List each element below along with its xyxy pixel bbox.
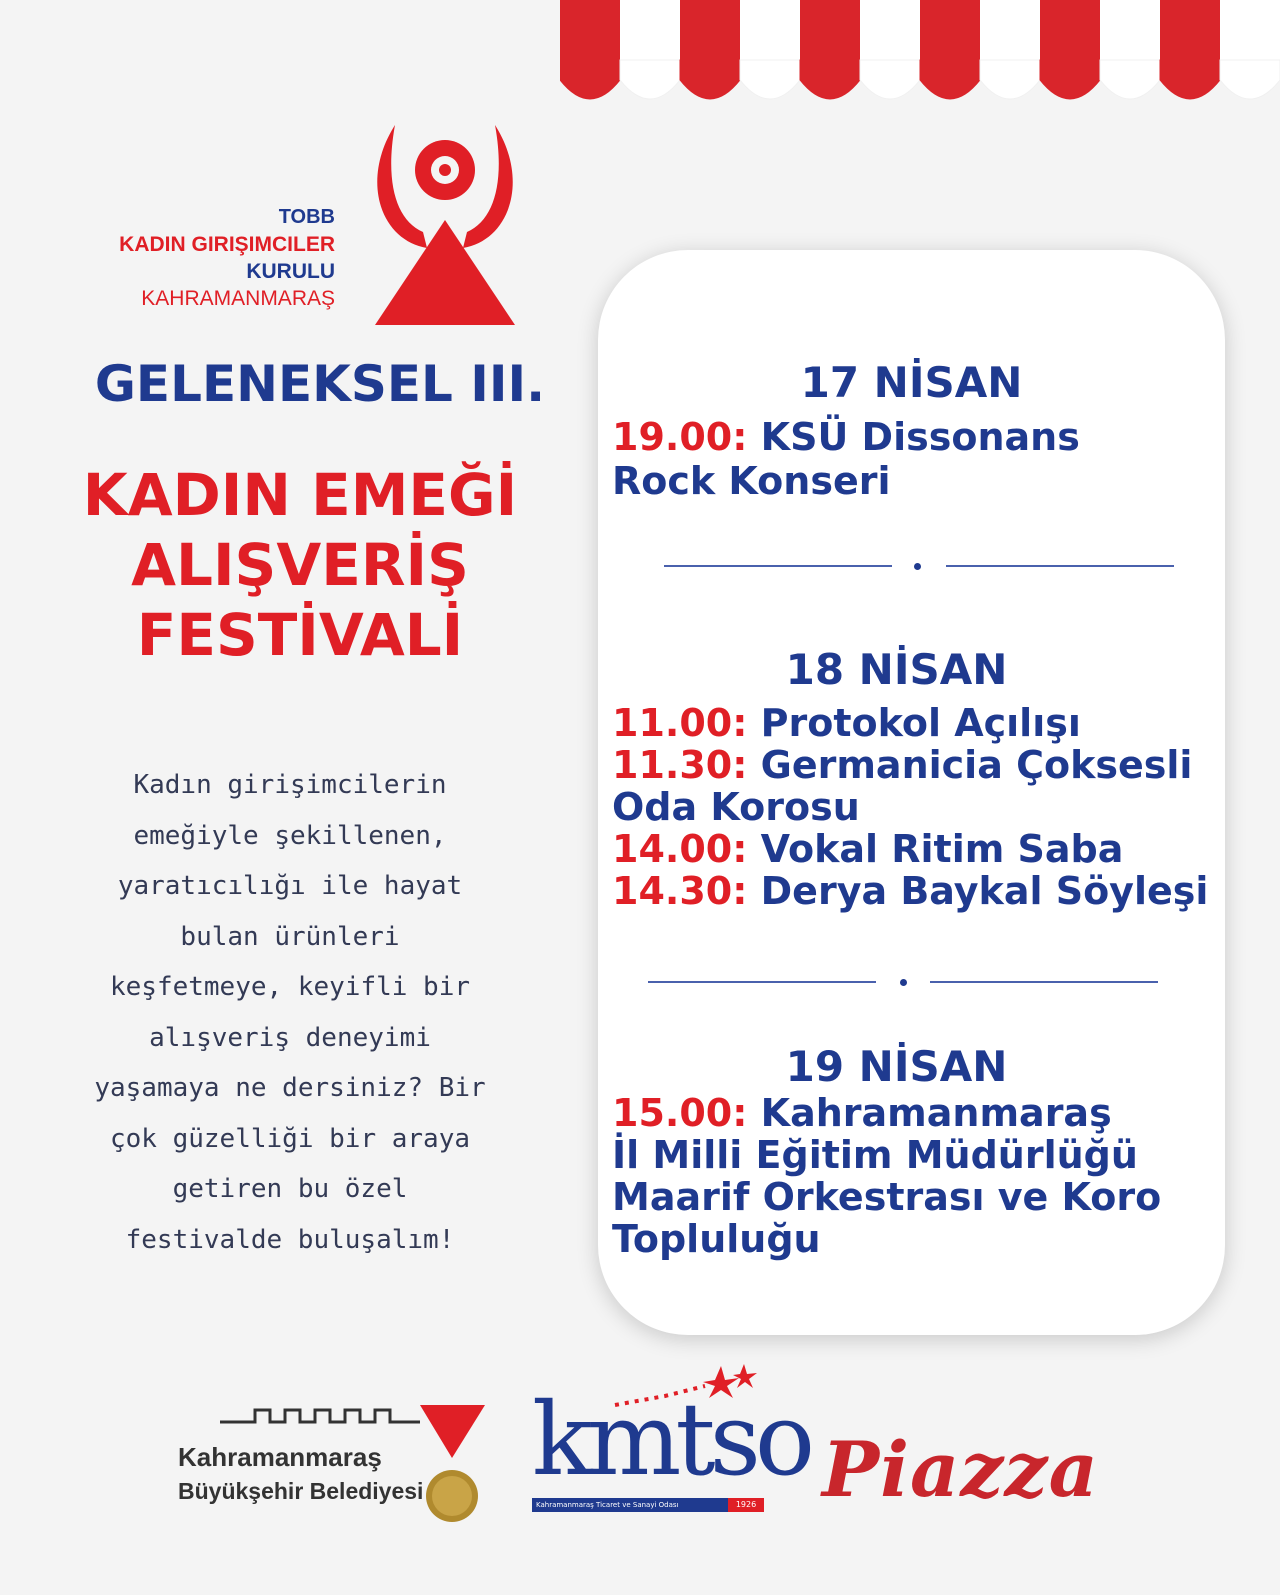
separator-dot [914, 563, 921, 570]
description-line: festivalde buluşalım! [125, 1224, 455, 1255]
awning-stripe [680, 0, 740, 62]
schedule-event [612, 828, 1222, 870]
separator-line [930, 981, 1158, 983]
logo-line-city: KAHRAMANMARAŞ [141, 287, 335, 310]
description-line: yaratıcılığı ile hayat [117, 871, 463, 901]
event-time: 11.30: [612, 743, 748, 787]
schedule-event [612, 744, 1222, 786]
kmtso-subtitle-text: Kahramanmaraş Ticaret ve Sanayi Odası [536, 1501, 679, 1509]
awning-scallop [920, 60, 980, 99]
event-description [20, 760, 560, 1265]
title-line: FESTİVALİ [136, 601, 464, 669]
event-time: 15.00: [612, 1091, 748, 1135]
schedule-card [598, 250, 1225, 1335]
event-text: Kahramanmaraş [747, 1091, 1112, 1135]
tobb-logo-text [119, 204, 335, 312]
day-heading: 17 NİSAN [800, 358, 1023, 407]
awning-stripe [1220, 0, 1280, 62]
event-time: 11.00: [612, 701, 748, 745]
awning-scallop [980, 60, 1040, 99]
awning-scallop [1160, 60, 1220, 99]
event-text: Oda Korosu [612, 785, 860, 829]
awning-scallop [860, 60, 920, 99]
description-line: çok güzelliği bir araya [109, 1123, 471, 1154]
awning-stripe [1100, 0, 1160, 62]
awning-scallop [620, 60, 680, 99]
event-text: İl Milli Eğitim Müdürlüğü [612, 1133, 1138, 1177]
awning-stripe [800, 0, 860, 62]
event-text: Vokal Ritim Saba [747, 827, 1124, 871]
awning-stripe [740, 0, 800, 62]
tobb-logo-mark-icon [365, 120, 525, 330]
event-text: Derya Baykal Söyleşi [747, 869, 1209, 913]
awning-scallop [1220, 60, 1280, 99]
kmtso-year: 1926 [728, 1498, 764, 1512]
awning-stripe [560, 0, 620, 62]
awning-scallop [1040, 60, 1100, 99]
description-line: alışveriş deneyimi [149, 1022, 431, 1053]
day-heading: 19 NİSAN [785, 1042, 1008, 1091]
description-line: bulan ürünleri [180, 921, 400, 952]
schedule-event [612, 1092, 1222, 1134]
description-line: yaşamaya ne dersiniz? Bir [94, 1073, 486, 1103]
description-line: getiren bu özel [172, 1174, 408, 1204]
logo-line-kadin: KADIN GIRIŞIMCILER [119, 233, 335, 256]
awning-stripe [1040, 0, 1100, 62]
awning-stripe [980, 0, 1040, 62]
schedule-event [612, 1218, 1222, 1260]
schedule-event [612, 1134, 1222, 1176]
description-line: emeğiyle şekillenen, [133, 820, 447, 851]
schedule-event [612, 870, 1222, 912]
schedule-event [612, 460, 1222, 502]
separator-dot [900, 979, 907, 986]
event-time: 14.30: [612, 869, 748, 913]
piazza-logo: Piazza [822, 1425, 1099, 1514]
separator-line [664, 565, 892, 567]
event-text: Topluluğu [612, 1217, 821, 1261]
event-edition-label: GELENEKSEL III. [94, 355, 546, 413]
awning-scallop [1100, 60, 1160, 99]
schedule-event [612, 702, 1222, 744]
kmbb-name-line1: Kahramanmaraş [178, 1442, 382, 1472]
event-title [20, 460, 580, 670]
schedule-event [612, 1176, 1222, 1218]
kmbb-name-line2: Büyükşehir Belediyesi [178, 1478, 424, 1504]
awning-scallop [560, 60, 620, 99]
awning-decoration [560, 0, 1280, 115]
title-line: KADIN EMEĞİ [82, 461, 518, 529]
event-time: 19.00: [612, 415, 748, 459]
event-time: 14.00: [612, 827, 748, 871]
logo-line-kurulu: KURULU [246, 260, 335, 283]
separator-line [648, 981, 876, 983]
schedule-event [612, 786, 1222, 828]
event-text: Rock Konseri [612, 459, 891, 503]
event-text: Germanicia Çoksesli [747, 743, 1193, 787]
awning-stripe [620, 0, 680, 62]
event-text: Maarif Orkestrası ve Koro [612, 1175, 1162, 1219]
day-heading: 18 NİSAN [785, 645, 1008, 694]
logo-line-tobb: TOBB [278, 206, 335, 228]
separator-line [946, 565, 1174, 567]
schedule-event [612, 416, 1222, 458]
awning-stripe [920, 0, 980, 62]
awning-scallop [740, 60, 800, 99]
awning-scallop [680, 60, 740, 99]
description-line: Kadın girişimcilerin [133, 770, 447, 800]
awning-scallop [800, 60, 860, 99]
awning-stripe [1160, 0, 1220, 62]
title-line: ALIŞVERİŞ [131, 531, 469, 599]
awning-stripe [860, 0, 920, 62]
kmtso-wordmark: kmtso [532, 1381, 810, 1498]
event-text: KSÜ Dissonans [747, 415, 1080, 459]
event-text: Protokol Açılışı [747, 701, 1081, 745]
description-line: keşfetmeye, keyifli bir [109, 972, 471, 1002]
